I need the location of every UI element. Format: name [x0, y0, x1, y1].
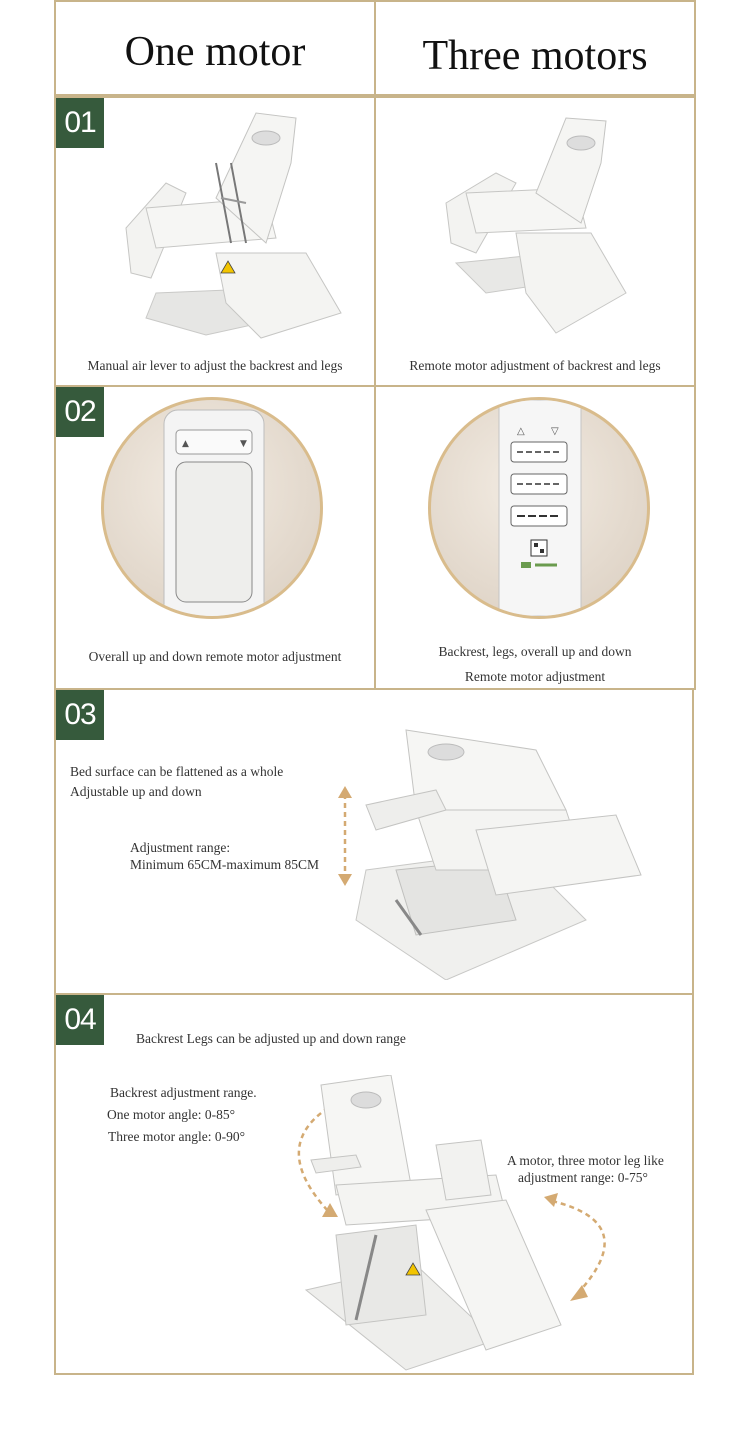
section-02-right-caption-1: Backrest, legs, overall up and down — [438, 644, 632, 659]
section-01-right-caption: Remote motor adjustment of backrest and legs — [409, 358, 661, 373]
svg-text:▲: ▲ — [182, 439, 189, 449]
header-three-motors: Three motors — [422, 33, 648, 79]
header-three-motors-cell — [374, 0, 696, 96]
section-04 — [54, 993, 694, 1375]
section-02-badge: 02 — [56, 387, 104, 437]
one-motor-remote — [104, 400, 320, 616]
section-04-one-motor-angle: One motor angle: 0-85° — [107, 1107, 235, 1122]
section-04-three-motor-angle: Three motor angle: 0-90° — [108, 1129, 245, 1144]
flat-bed-image — [336, 720, 646, 980]
header-one-motor: One motor — [124, 29, 306, 75]
adjustable-chair-image — [296, 1075, 566, 1375]
section-03-line-1: Bed surface can be flattened as a whole — [70, 764, 284, 779]
section-04-badge: 04 — [56, 995, 104, 1045]
section-01-badge: 01 — [56, 98, 104, 148]
section-03-badge: 03 — [56, 690, 104, 740]
section-04-backrest-title: Backrest adjustment range. — [110, 1085, 257, 1100]
svg-text:▽: ▽ — [551, 426, 559, 437]
section-03-range-value: Minimum 65CM-maximum 85CM — [130, 857, 320, 872]
section-03 — [54, 688, 694, 995]
one-motor-remote-circle — [101, 397, 323, 619]
manual-chair-image — [106, 103, 346, 343]
section-02-left-caption: Overall up and down remote motor adjustment — [88, 649, 342, 664]
motor-chair-image — [426, 103, 666, 343]
section-04-headline: Backrest Legs can be adjusted up and down range — [136, 1031, 406, 1046]
section-02-left — [54, 385, 376, 690]
section-04-leg-line-1: A motor, three motor leg like — [507, 1153, 664, 1168]
section-04-leg-line-2: adjustment range: 0-75° — [518, 1170, 648, 1185]
svg-text:△: △ — [517, 426, 525, 437]
header-one-motor-cell — [54, 0, 376, 96]
section-03-line-2: Adjustable up and down — [70, 784, 202, 799]
three-motor-remote — [431, 400, 647, 616]
section-01-right — [374, 96, 696, 387]
section-02-right-caption-2: Remote motor adjustment — [464, 669, 606, 684]
section-01-left — [54, 96, 376, 387]
three-motor-remote-circle — [428, 397, 650, 619]
section-01-left-caption: Manual air lever to adjust the backrest and legs — [87, 358, 343, 373]
section-03-range-label: Adjustment range: — [130, 840, 231, 855]
svg-text:▼: ▼ — [240, 439, 247, 449]
section-02-right — [374, 385, 696, 690]
